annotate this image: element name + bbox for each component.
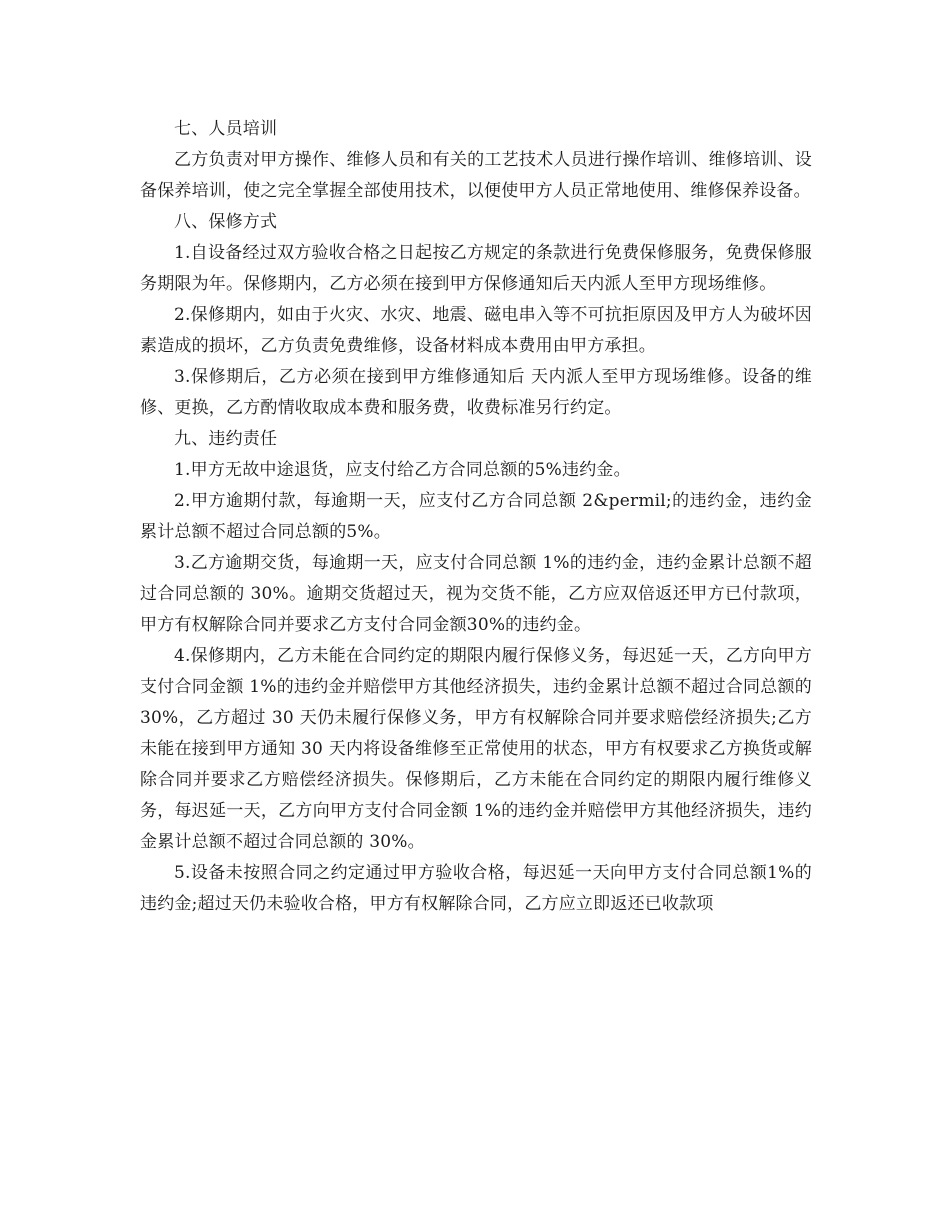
section-heading-training: 七、人员培训 [174,119,278,139]
paragraph-warranty-3: 3.保修期后，乙方必须在接到甲方维修通知后 天内派人至甲方现场维修。设备的维修、更换，乙方酌情收取成本费和服务费，收费标准另行约定。 [140,367,812,418]
paragraph-warranty-2: 2.保修期内，如由于火灾、水灾、地震、磁电串入等不可抗拒原因及甲方人为破坏因素造成的损坏，乙方负责免费维修，设备材料成本费用由甲方承担。 [140,305,812,356]
paragraph-liability-2: 2.甲方逾期付款，每逾期一天，应支付乙方合同总额 2&permil;的违约金，违约金累计总额不超过合同总额的5%。 [140,491,812,542]
section-heading-warranty: 八、保修方式 [174,212,278,232]
paragraph-warranty-1: 1.自设备经过双方验收合格之日起按乙方规定的条款进行免费保修服务，免费保修服务期限为年。保修期内，乙方必须在接到甲方保修通知后天内派人至甲方现场维修。 [140,243,812,294]
paragraph-training: 乙方负责对甲方操作、维修人员和有关的工艺技术人员进行操作培训、维修培训、设备保养培训，使之完全掌握全部使用技术，以便使甲方人员正常地使用、维修保养设备。 [140,150,812,201]
document-body [140,114,812,920]
paragraph-liability-3: 3.乙方逾期交货，每逾期一天，应支付合同总额 1%的违约金，违约金累计总额不超过合同总额的 30%。逾期交货超过天，视为交货不能，乙方应双倍返还甲方已付款项，甲方有权解除合同并要求乙方支付合同金额30%的违约金。 [140,553,812,635]
paragraph-liability-1: 1.甲方无故中途退货，应支付给乙方合同总额的5%违约金。 [174,460,631,480]
paragraph-liability-4: 4.保修期内，乙方未能在合同约定的期限内履行保修义务，每迟延一天，乙方向甲方支付合同金额 1%的违约金并赔偿甲方其他经济损失，违约金累计总额不超过合同总额的 30%，乙方超过 30 天仍未履行保修义务，甲方有权解除合同并要求赔偿经济损失;乙方未能在接到甲方通知 30 天内将设备维修至正常使用的状态，甲方有权要求乙方换货或解除合同并要求乙方赔偿经济损失。保修期后，乙方未能在合同约定的期限内履行维修义务，每迟延一天，乙方向甲方支付合同金额 1%的违约金并赔偿甲方其他经济损失，违约金累计总额不超过合同总额的 30%。 [140,646,812,852]
paragraph-liability-5: 5.设备未按照合同之约定通过甲方验收合格，每迟延一天向甲方支付合同总额1%的违约金;超过天仍未验收合格，甲方有权解除合同，乙方应立即返还已收款项 [140,863,812,914]
section-heading-liability: 九、违约责任 [174,429,278,449]
